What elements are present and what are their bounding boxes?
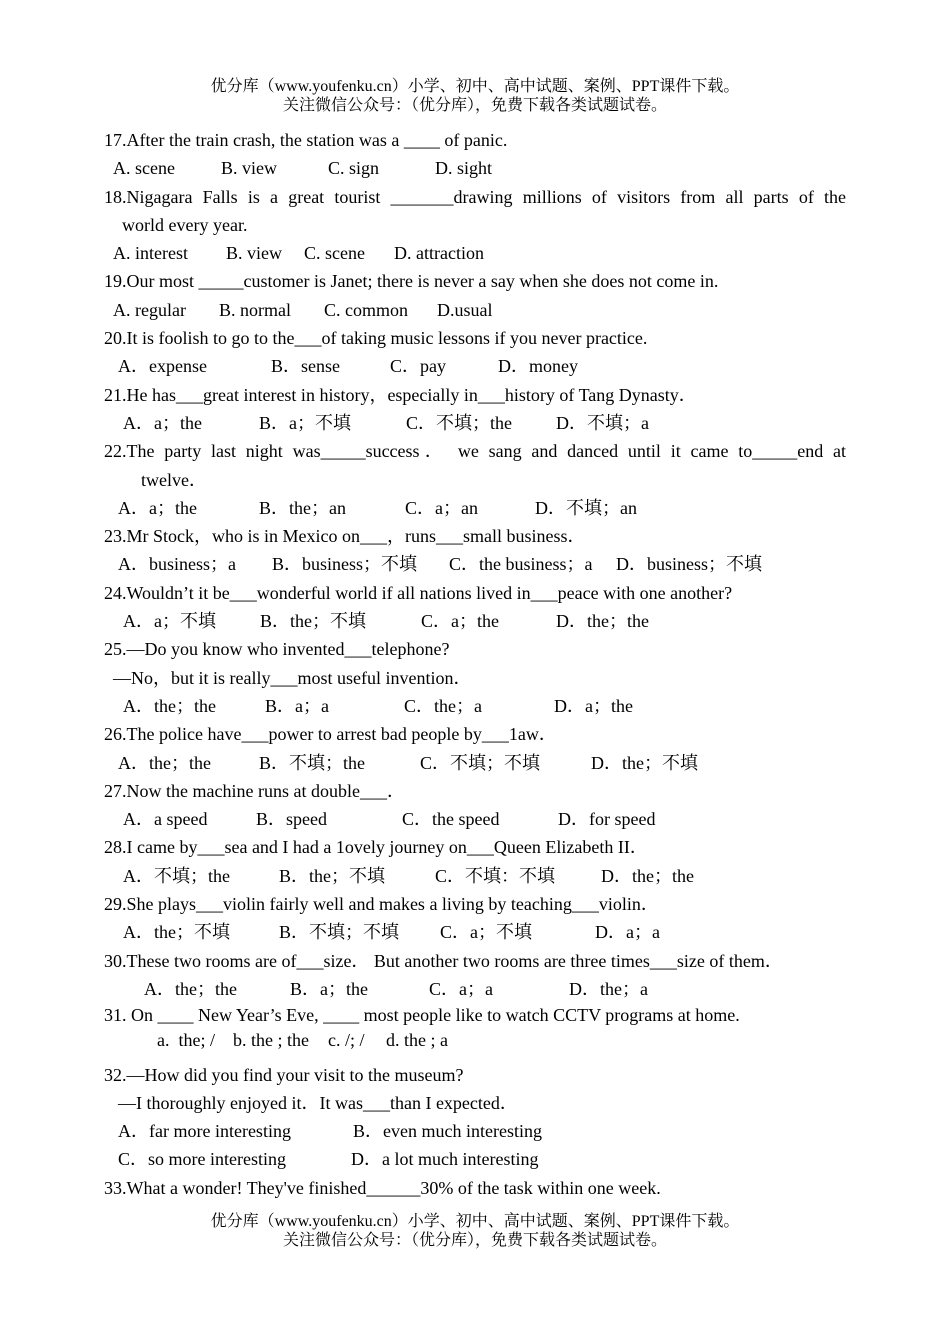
option: C．不填；the (406, 412, 512, 433)
option: c. /; / (328, 1030, 365, 1051)
question-23: 23.Mr Stock，who is in Mexico on___，runs___small business． (104, 526, 586, 547)
options-27 (104, 805, 846, 833)
option: B．the；不填 (260, 611, 366, 632)
option: D．the；the (601, 865, 694, 886)
option: A．business；a (118, 554, 236, 575)
option: C．the business；a (449, 554, 593, 575)
header-line-1: 优分库（www.youfenku.cn）小学、初中、高中试题、案例、PPT课件下载。 (210, 78, 740, 95)
option: C．the speed (402, 809, 500, 830)
option: A．the；不填 (123, 922, 230, 943)
option: B．speed (256, 809, 327, 830)
options-32-row-2 (104, 1145, 846, 1173)
options-18 (104, 239, 846, 267)
option: C．不填；不填 (420, 752, 541, 773)
page-footer (0, 1212, 950, 1250)
option: B．the；不填 (279, 865, 385, 886)
options-17 (104, 154, 846, 182)
option: D. attraction (394, 243, 484, 264)
question-17: 17.After the train crash, the station was a ____ of panic. (104, 130, 508, 150)
question-30: 30.These two rooms are of___size． But another two rooms are three times___size of them． (104, 950, 783, 971)
option: A. regular (113, 299, 186, 320)
question-27: 27.Now the machine runs at double___． (104, 780, 405, 801)
option: B．不填；the (259, 752, 365, 773)
options-19 (104, 296, 846, 324)
option: D．a；the (554, 695, 633, 716)
option: D. sight (435, 158, 493, 179)
option: D．a；a (595, 922, 660, 943)
option: A．the；the (118, 752, 211, 773)
footer-line-1: 优分库（www.youfenku.cn）小学、初中、高中试题、案例、PPT课件下载。 (210, 1213, 740, 1230)
option: a. the; / (157, 1030, 215, 1051)
option: A．a；不填 (123, 611, 216, 632)
option: d. the ; a (386, 1030, 448, 1051)
options-23 (104, 550, 846, 578)
option: B. view (226, 243, 282, 264)
option: A. scene (113, 158, 175, 179)
option: C．不填：不填 (435, 865, 556, 886)
options-32-row-1 (104, 1117, 846, 1145)
option: D．for speed (558, 809, 656, 830)
option: D．a lot much interesting (351, 1149, 539, 1170)
option: b. the ; the (233, 1030, 309, 1051)
option: D．不填；an (535, 497, 637, 518)
options-20 (104, 352, 846, 380)
header-line-2: 关注微信公众号：（优分库），免费下载各类试题试卷。 (282, 97, 667, 114)
option: B．a；不填 (259, 412, 351, 433)
option: A．the；the (144, 978, 237, 999)
options-22 (104, 494, 846, 522)
option: D．business；不填 (616, 554, 763, 575)
options-26 (104, 749, 846, 777)
option: C．the；a (404, 695, 482, 716)
question-28: 28.I came by___sea and I had a 1ovely journey on___Queen Elizabeth II． (104, 837, 648, 858)
option: B. view (221, 158, 277, 179)
question-20: 20.It is foolish to go to the___of taking music lessons if you never practice. (104, 328, 648, 349)
option: D.usual (437, 299, 493, 320)
question-25: 25.—Do you know who invented___telephone? (104, 639, 450, 660)
option: B．the；an (259, 497, 346, 518)
option: A．a speed (123, 809, 208, 830)
option: A．不填；the (123, 865, 230, 886)
question-19: 19.Our most _____customer is Janet; there is never a say when she does not come in. (104, 271, 719, 292)
option: C. scene (304, 243, 365, 264)
question-18: 18.Nigagara Falls is a great tourist _______drawing millions of visitors from all parts of the (104, 186, 846, 207)
options-29 (104, 918, 846, 946)
option: B. normal (219, 299, 291, 320)
question-25-cont: —No，but it is really___most useful invention． (113, 667, 472, 688)
question-list (104, 126, 846, 1202)
options-31 (104, 1028, 846, 1056)
option: D．money (498, 356, 578, 377)
question-32: 32.—How did you find your visit to the museum? (104, 1064, 464, 1085)
option: C. common (324, 299, 408, 320)
page-header (0, 77, 950, 115)
option: B．even much interesting (353, 1121, 542, 1142)
option: B．a；the (290, 978, 368, 999)
question-22: 22.The party last night was_____success． we sang and danced until it came to_____end at (104, 441, 846, 462)
question-29: 29.She plays___violin fairly well and makes a living by teaching___violin． (104, 894, 659, 915)
option: C．a；不填 (440, 922, 532, 943)
footer-line-2: 关注微信公众号：（优分库），免费下载各类试题试卷。 (282, 1232, 667, 1249)
options-30 (104, 975, 846, 1003)
option: A．far more interesting (118, 1121, 291, 1142)
option: D．the；a (569, 978, 648, 999)
question-24: 24.Wouldn’t it be___wonderful world if all nations lived in___peace with one another? (104, 582, 733, 603)
question-31: 31. On ____ New Year’s Eve, ____ most people like to watch CCTV programs at home. (104, 1005, 740, 1026)
option: C. sign (328, 158, 380, 179)
option: B．a；a (265, 695, 329, 716)
option: D．the；不填 (591, 752, 698, 773)
question-18-cont: world every year. (122, 214, 248, 235)
option: B．不填；不填 (279, 922, 400, 943)
option: C．a；an (405, 497, 478, 518)
option: A. interest (113, 243, 188, 264)
option: C．so more interesting (118, 1149, 286, 1170)
question-22-cont: twelve． (141, 469, 207, 490)
options-21 (104, 409, 846, 437)
option: D．the；the (556, 611, 649, 632)
option: C．a；a (429, 978, 493, 999)
question-26: 26.The police have___power to arrest bad people by___1aw． (104, 724, 557, 745)
options-25 (104, 692, 846, 720)
options-28 (104, 862, 846, 890)
option: D．不填；a (556, 412, 649, 433)
option: B．business；不填 (272, 554, 418, 575)
option: A．a；the (123, 412, 202, 433)
question-33: 33.What a wonder! They've finished______30% of the task within one week. (104, 1177, 661, 1198)
option: C．a；the (421, 611, 499, 632)
option: C．pay (390, 356, 446, 377)
question-21: 21.He has___great interest in history，especially in___history of Tang Dynasty． (104, 384, 697, 405)
option: B．sense (271, 356, 340, 377)
option: A．a；the (118, 497, 197, 518)
options-24 (104, 607, 846, 635)
question-32-cont: —I thoroughly enjoyed it．It was___than I expected． (118, 1092, 518, 1113)
option: A．expense (118, 356, 207, 377)
option: A．the；the (123, 695, 216, 716)
